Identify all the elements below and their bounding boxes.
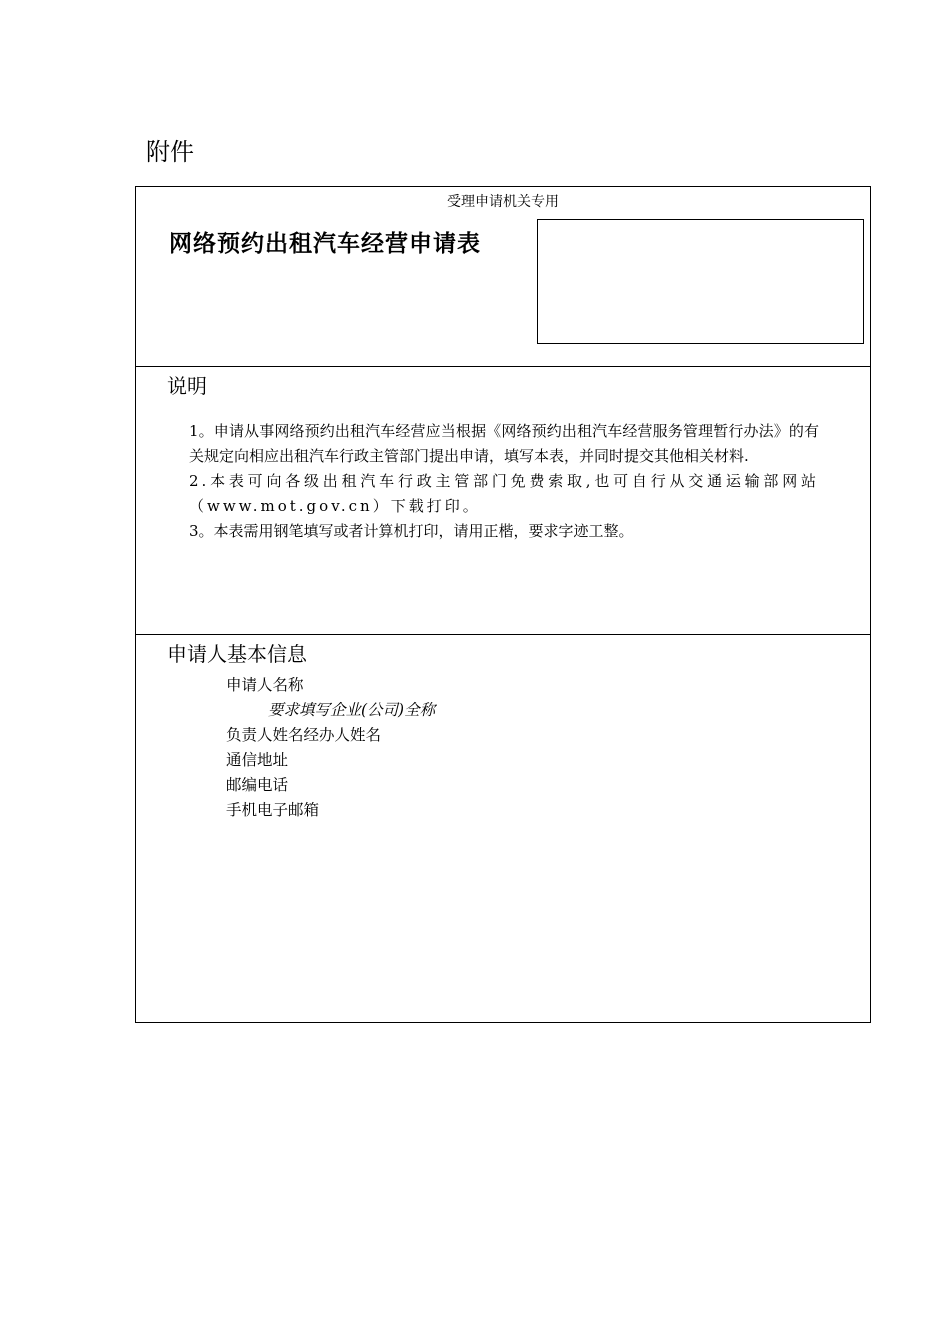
instruction-item-2: 2.本表可向各级出租汽车行政主管部门免费索取,也可自行从交通运输部网站（www.mot.gov.cn）下载打印。 (189, 472, 819, 515)
mobile-email-label: 手机电子邮箱 (226, 801, 320, 819)
instructions-section (136, 367, 870, 635)
instruction-item-1: 1。申请从事网络预约出租汽车经营应当根据《网络预约出租汽车经营服务管理暂行办法》的有关规定向相应出租汽车行政主管部门提出申请，填写本表，并同时提交其他相关材料. (189, 422, 819, 465)
applicant-info-heading: 申请人基本信息 (167, 642, 307, 666)
applicant-name-hint: 要求填写企业(公司)全称 (268, 701, 436, 719)
application-form (135, 186, 871, 1023)
instructions-heading: 说明 (167, 374, 207, 398)
office-use-label: 受理申请机关专用 (447, 194, 559, 210)
postcode-phone-label: 邮编电话 (226, 776, 289, 794)
attachment-label: 附件 (146, 138, 194, 166)
address-label: 通信地址 (226, 751, 289, 769)
office-use-box[interactable] (537, 219, 864, 344)
contact-person-label: 负责人姓名经办人姓名 (226, 726, 382, 744)
instruction-item-3: 3。本表需用钢笔填写或者计算机打印，请用正楷，要求字迹工整。 (189, 522, 634, 540)
applicant-fields (226, 673, 435, 823)
instructions-list (189, 419, 819, 544)
form-title: 网络预约出租汽车经营申请表 (169, 230, 481, 257)
applicant-info-section (136, 635, 870, 1022)
applicant-name-label: 申请人名称 (226, 676, 304, 694)
form-header-section (136, 187, 870, 367)
